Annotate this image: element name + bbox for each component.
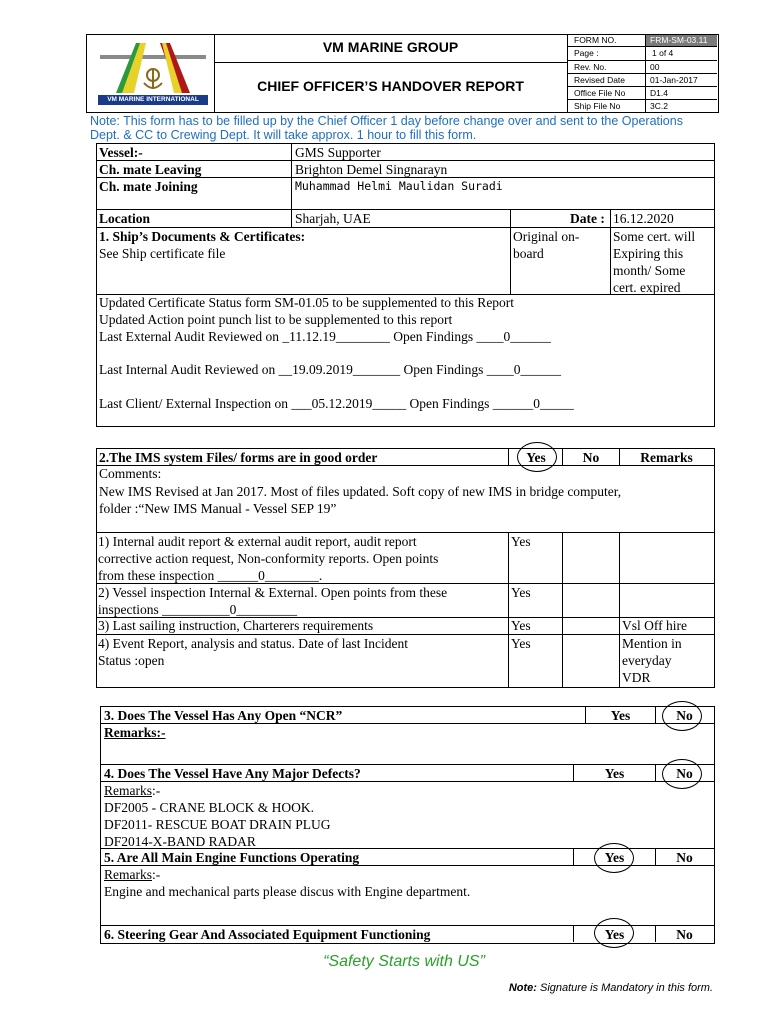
logo-text: VM MARINE INTERNATIONAL (107, 96, 199, 103)
no-circle-mark (662, 759, 702, 789)
defect-item: DF2005 - CRANE BLOCK & HOOK. (104, 800, 315, 815)
section2-yes-header: Yes (526, 450, 546, 465)
defect-item: DF2014-X-BAND RADAR (104, 834, 256, 849)
note-line: Dept. & CC to Crewing Dept. It will take approx. 1 hour to fill this form. (90, 128, 477, 142)
location-value: Sharjah, UAE (295, 211, 371, 226)
note-line: Note: This form has to be filled up by the Chief Officer 1 day before change over and sent to the Operations (90, 114, 683, 128)
q4-no: No (676, 766, 693, 781)
comments-text: New IMS Revised at Jan 2017. Most of files updated. Soft copy of new IMS in bridge computer, folder :“New IMS Manual - Vessel SEP 19” (99, 484, 622, 516)
instruction-note (90, 114, 683, 142)
q5-remarks: Remarks:- Engine and mechanical parts please discus with Engine department. (104, 867, 471, 899)
yes-circle-mark (517, 442, 557, 472)
section2-no-header: No (582, 450, 600, 465)
yes-circle-mark (594, 843, 634, 873)
ims-row-remark: Mention in everyday VDR (622, 636, 682, 685)
rev-number: 00 (650, 62, 660, 72)
internal-audit-line: Last Internal Audit Reviewed on __19.09.2019_______ Open Findings ____0______ (99, 362, 561, 377)
form-number: FRM-SM-03.11 (650, 35, 708, 45)
date-label: Date : (570, 211, 605, 226)
cert-status-line: Updated Certificate Status form SM-01.05 to be supplemented to this Report (99, 295, 515, 310)
meta-label: FORM NO. (574, 35, 617, 45)
section2-remarks-header: Remarks (640, 450, 693, 465)
client-inspection-line: Last Client/ External Inspection on ___05.12.2019_____ Open Findings ______0_____ (99, 396, 574, 411)
q4-defects-question: 4. Does The Vessel Have Any Major Defects? (104, 766, 361, 781)
safety-slogan: “Safety Starts with US” (323, 953, 485, 970)
date-value: 16.12.2020 (613, 211, 674, 226)
joining-name: Muhammad Helmi Maulidan Suradi (295, 179, 503, 193)
q3-ncr-question: 3. Does The Vessel Has Any Open “NCR” (104, 708, 343, 723)
meta-label: Office File No (574, 88, 626, 98)
cert-expiry-note: Some cert. will Expiring this month/ Some cert. expired (613, 229, 696, 295)
q5-no: No (676, 850, 693, 865)
q4-yes: Yes (604, 766, 625, 781)
section2-title: 2.The IMS system Files/ forms are in good order (99, 450, 378, 465)
q3-no: No (676, 708, 693, 723)
meta-label: Page : (574, 48, 599, 58)
q6-steering-question: 6. Steering Gear And Associated Equipment Functioning (104, 927, 431, 942)
q5-yes: Yes (604, 850, 625, 865)
ship-file-no: 3C.2 (650, 101, 668, 111)
q3-remarks-label: Remarks:- (104, 725, 166, 740)
q4-remarks: Remarks:- DF2005 - CRANE BLOCK & HOOK. DF2011- RESCUE BOAT DRAIN PLUG DF2014-X-BAND RADAR (104, 783, 331, 849)
location-label: Location (99, 211, 151, 226)
ims-row-yes: Yes (511, 636, 531, 651)
ims-row-yes: Yes (511, 585, 531, 600)
signature-note: Note: Signature is Mandatory in this form. (508, 982, 713, 994)
vessel-label: Vessel:- (99, 145, 143, 160)
ims-row-yes: Yes (511, 618, 531, 633)
meta-label: Ship File No (574, 101, 621, 111)
defect-item: DF2011- RESCUE BOAT DRAIN PLUG (104, 817, 331, 832)
leaving-name: Brighton Demel Singnarayn (295, 162, 448, 177)
company-logo (94, 37, 212, 107)
section1-text: See Ship certificate file (99, 246, 226, 261)
ims-row: 3) Last sailing instruction, Charterers requirements (98, 618, 374, 633)
q6-yes: Yes (604, 927, 625, 942)
ims-row: 1) Internal audit report & external audit report, audit report corrective action request, Non-conformity reports. Open points from these inspection ______0________. (98, 534, 439, 583)
section1-title: 1. Ship’s Documents & Certificates: (99, 229, 306, 244)
form-title: CHIEF OFFICER’S HANDOVER REPORT (257, 78, 524, 94)
comments-label: Comments: (99, 466, 162, 481)
external-audit-line: Last External Audit Reviewed on _11.12.19________ Open Findings ____0______ (99, 329, 551, 344)
page-number: 1 of 4 (652, 48, 674, 58)
q6-no: No (676, 927, 693, 942)
leaving-label: Ch. mate Leaving (99, 162, 202, 177)
meta-label: Rev. No. (574, 62, 607, 72)
office-file-no: D1.4 (650, 88, 668, 98)
ims-row: 2) Vessel inspection Internal & External. Open points from these inspections __________0_________ (98, 585, 448, 617)
vessel-name: GMS Supporter (295, 145, 381, 160)
ims-row-yes: Yes (511, 534, 531, 549)
q5-engine-question: 5. Are All Main Engine Functions Operating (104, 850, 360, 865)
ims-row: 4) Event Report, analysis and status. Date of last Incident Status :open (98, 636, 409, 668)
meta-label: Revised Date (574, 75, 626, 85)
no-circle-mark (662, 701, 702, 731)
punch-list-line: Updated Action point punch list to be supplemented to this report (99, 312, 453, 327)
company-name: VM MARINE GROUP (322, 39, 459, 55)
revised-date: 01-Jan-2017 (650, 75, 698, 85)
yes-circle-mark (594, 918, 634, 948)
q3-yes: Yes (610, 708, 631, 723)
ims-row-remark: Vsl Off hire (622, 618, 687, 633)
original-onboard-note: Original on- board (513, 229, 580, 261)
joining-label: Ch. mate Joining (99, 179, 198, 194)
